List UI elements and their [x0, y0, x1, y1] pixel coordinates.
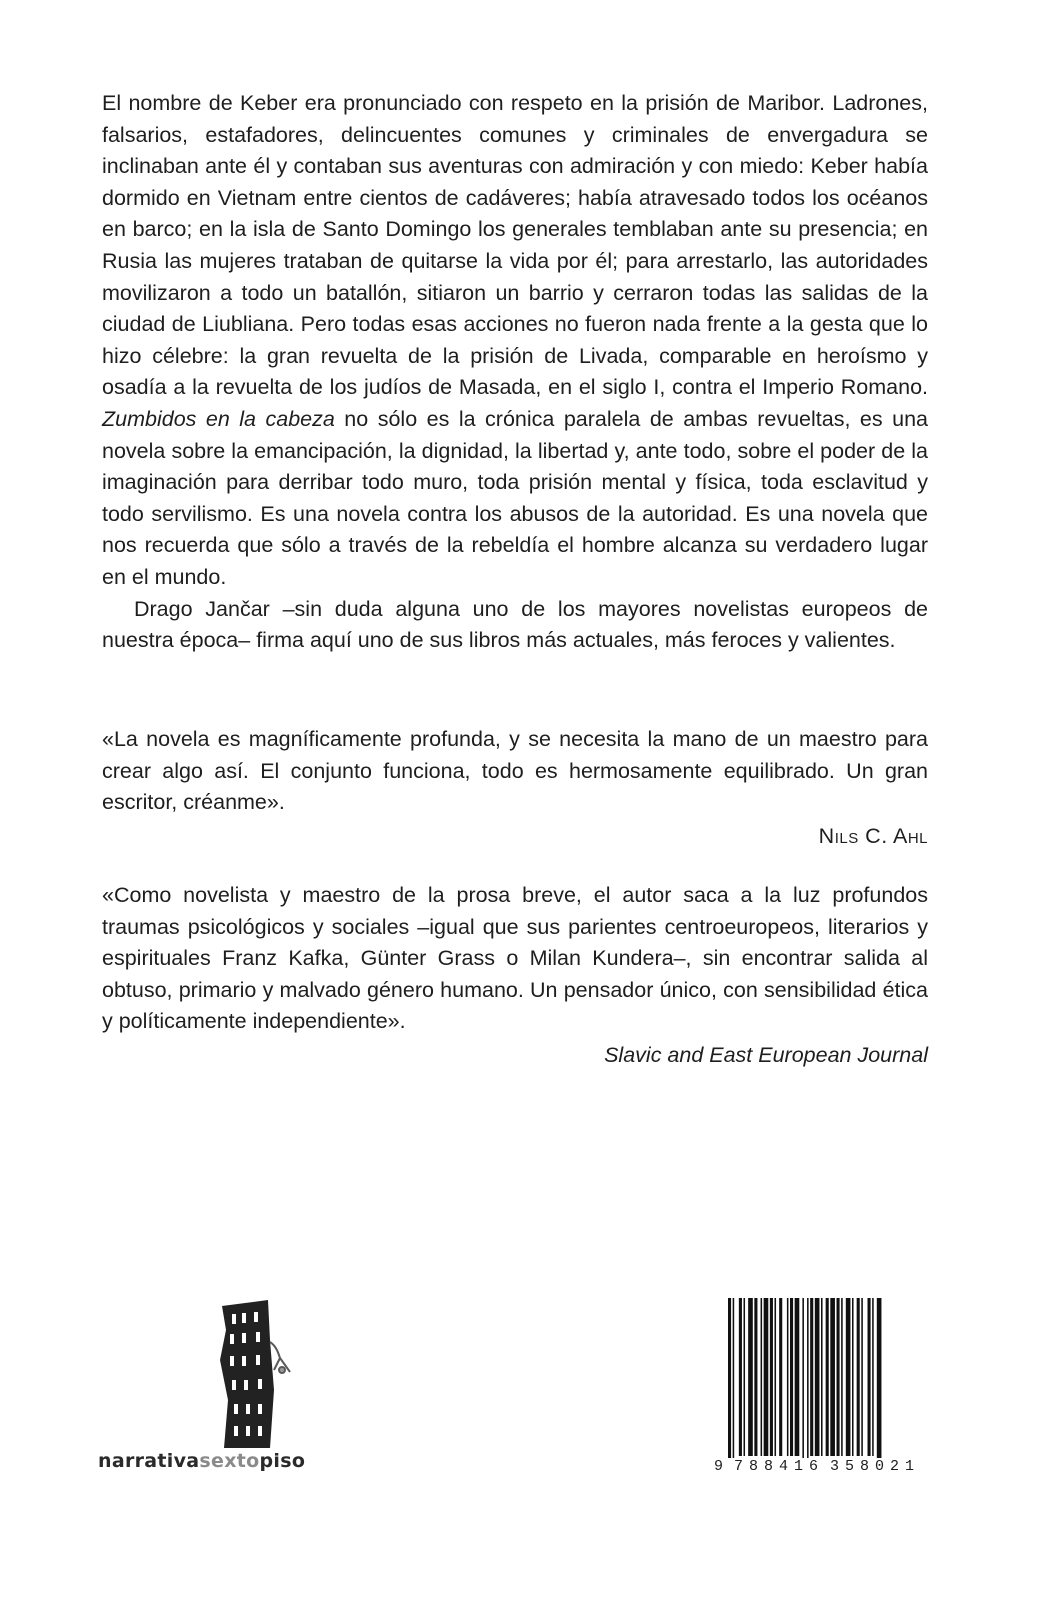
publisher-logo — [98, 1290, 308, 1490]
barcode-first-digit: 9 — [714, 1458, 724, 1475]
publisher-name — [98, 1450, 305, 1472]
quote-text: «Como novelista y maestro de la prosa breve, el autor saca a la luz profundos traumas psicológicos y sociales –igual que sus parientes centroeuropeos, literarios y espirituales Franz Kafka, Günter Grass o Milan Kundera–, sin encontrar salida al obtuso, primario y malvado género humano. Un pensador único, con sensibilidad ética y políticamente independiente». — [102, 883, 928, 1034]
blurb-text-part-2: no sólo es la crónica paralela de ambas revueltas, es una novela sobre la emancipación, la dignidad, la libertad y, ante todo, sobre el poder de la imaginación para derribar todo muro, toda prisión mental y física, toda esclavitud y todo servilismo. Es una novela contra los abusos de la autoridad. Es una novela que nos recuerda que sólo a través de la rebeldía el hombre alcanza su verdadero lugar en el mundo. — [102, 406, 928, 589]
blurb-paragraph-2: Drago Jančar –sin duda alguna uno de los mayores novelistas europeos de nuestra época– firma aquí uno de sus libros más actuales, más feroces y valientes. — [102, 596, 928, 653]
book-blurb — [102, 88, 928, 657]
publisher-name-part-1: narrativa — [98, 1450, 200, 1472]
barcode-bars — [714, 1298, 928, 1458]
publisher-name-part-2: sexto — [199, 1450, 260, 1472]
book-title-italic: Zumbidos en la cabeza — [102, 406, 335, 431]
quote-attribution: Nils C. Ahl — [818, 823, 928, 848]
quote-text: «La novela es magníficamente profunda, y se necesita la mano de un maestro para crear algo así. El conjunto funciona, todo es hermosamente equilibrado. Un gran escritor, créanme». — [102, 727, 928, 815]
review-quote-1 — [102, 724, 928, 852]
barcode-digit-group-2: 358021 — [830, 1458, 921, 1475]
blurb-paragraph-1 — [102, 88, 928, 594]
isbn-barcode — [714, 1298, 928, 1488]
barcode-digit-group-1: 788416 — [734, 1458, 825, 1475]
publisher-name-part-3: piso — [259, 1450, 306, 1472]
blurb-text-part-1: El nombre de Keber era pronunciado con respeto en la prisión de Maribor. Ladrones, falsarios, estafadores, delincuentes comunes y criminales de envergadura se inclinaban ante él y contaban sus aventuras con admiración y con miedo: Keber había dormido en Vietnam entre cientos de cadáveres; había atravesado todos los océanos en barco; en la isla de Santo Domingo los generales temblaban ante su presencia; en Rusia las mujeres trataban de quitarse la vida por él; para arrestarlo, las autoridades movilizaron a todo un batallón, sitiaron un barrio y cerraron todas las salidas de la ciudad de Liubliana. Pero todas esas acciones no fueron nada frente a la gesta que lo hizo célebre: la gran revuelta de la prisión de Livada, comparable en heroísmo y osadía a la revuelta de los judíos de Masada, en el siglo I, contra el Imperio Romano. — [102, 91, 928, 400]
review-quote-2 — [102, 880, 928, 1072]
quote-attribution: Slavic and East European Journal — [604, 1042, 928, 1067]
building-climber-icon — [210, 1300, 310, 1450]
